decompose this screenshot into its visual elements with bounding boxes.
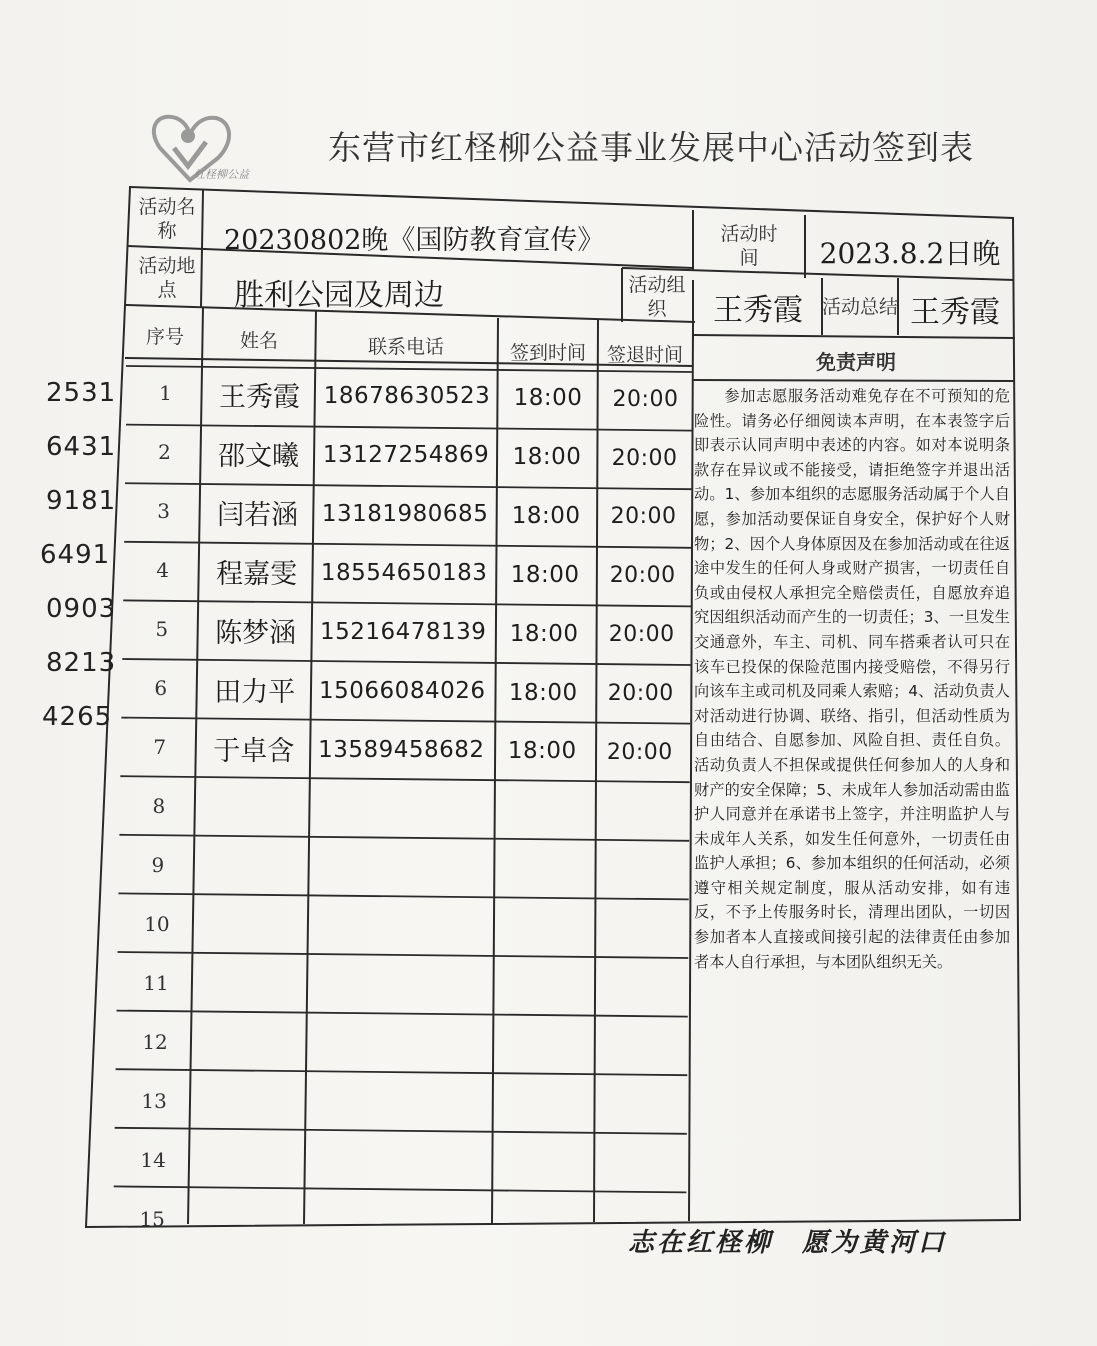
margin-number: 2531 xyxy=(46,378,117,408)
row-signout xyxy=(589,1076,680,1135)
row-seq: 2 xyxy=(158,440,171,465)
row-phone: 13589458682 xyxy=(318,736,485,763)
row-signout: 20:00 xyxy=(606,739,673,765)
row-phone xyxy=(307,1074,485,1133)
row-signin xyxy=(489,1076,585,1135)
row-phone: 18554650183 xyxy=(320,560,488,587)
footer-slogan: 志在红柽柳 愿为黄河口 xyxy=(628,1228,948,1258)
row-seq: 3 xyxy=(157,499,170,524)
row-seq: 8 xyxy=(152,793,166,818)
row-signin xyxy=(491,958,587,1017)
row-seq: 7 xyxy=(153,734,167,759)
activity-time-value: 2023.8.2日晚 xyxy=(819,237,1001,270)
row-name xyxy=(193,1132,302,1191)
activity-summary-value: 王秀霞 xyxy=(910,295,1000,330)
row-phone xyxy=(311,780,489,839)
row-name xyxy=(196,955,305,1014)
row-phone xyxy=(305,1192,483,1251)
row-seq: 4 xyxy=(156,558,169,583)
margin-number: 0903 xyxy=(46,594,117,624)
row-phone xyxy=(310,839,488,898)
row-signout xyxy=(591,899,682,958)
row-name xyxy=(198,778,307,837)
margin-number: 6491 xyxy=(40,540,111,570)
row-phone: 15066084026 xyxy=(319,678,486,705)
row-name: 闫若涵 xyxy=(217,500,299,532)
page-title: 东营市红柽柳公益事业发展中心活动签到表 xyxy=(328,128,974,167)
row-signout xyxy=(590,1017,681,1076)
row-signout xyxy=(593,782,684,841)
col-seq-header: 序号 xyxy=(145,325,184,348)
row-name xyxy=(192,1191,301,1250)
activity-name-value: 20230802晚《国防教育宣传》 xyxy=(224,224,605,256)
row-phone: 18678630523 xyxy=(323,383,491,410)
row-signin xyxy=(493,781,589,840)
row-signout: 20:00 xyxy=(608,621,675,647)
row-seq: 10 xyxy=(144,911,170,936)
activity-org-label: 活动组织 xyxy=(628,274,686,320)
row-signin: 18:00 xyxy=(508,679,578,706)
col-name-header: 姓名 xyxy=(239,329,278,352)
row-phone: 13127254869 xyxy=(322,442,490,469)
row-signout: 20:00 xyxy=(610,504,677,530)
activity-summary-label: 活动总结 xyxy=(822,296,899,318)
row-name: 邵文曦 xyxy=(218,441,300,473)
row-seq: 13 xyxy=(141,1088,167,1113)
row-name xyxy=(196,896,305,955)
row-signin: 18:00 xyxy=(510,561,580,588)
row-seq: 1 xyxy=(159,381,172,406)
row-signin: 18:00 xyxy=(512,443,582,470)
row-phone xyxy=(309,898,487,957)
row-signout: 20:00 xyxy=(609,563,676,589)
row-signout: 20:00 xyxy=(612,386,679,412)
row-signout: 20:00 xyxy=(611,445,678,471)
row-phone xyxy=(308,1015,486,1074)
row-signin xyxy=(488,1135,584,1194)
row-seq: 6 xyxy=(154,676,168,701)
col-signin-header: 签到时间 xyxy=(509,341,586,364)
row-signin xyxy=(490,1017,586,1076)
row-name xyxy=(195,1014,304,1073)
row-phone xyxy=(309,957,487,1016)
row-name: 田力平 xyxy=(214,677,296,709)
activity-place-label: 活动地点 xyxy=(138,255,196,301)
row-seq: 15 xyxy=(139,1206,165,1231)
disclaimer-text: 参加志愿服务活动难免存在不可预知的危险性。请务必仔细阅读本声明，在本表签字后即表示认同声明中表述的内容。如对本说明条款存在异议或不能接受，请拒绝签字并退出活动。1、参加本组织的志愿服务活动属于个人自愿，参加活动要保证自身安全，保护好个人财物；2、因个人身体原因及在参加活动或在往返途中发生的任何人身或财产损害，一切责任自负或由侵权人承担完全赔偿责任，自愿放弃追究因组织活动而产生的一切责任；3、一旦发生交通意外，车主、司机、同车搭乘者认可只在该车已投保的保险范围内接受赔偿，不得另行向该车主或司机及同乘人索赔；4、活动负责人对活动进行协调、联络、指引，但活动性质为自由结合、自愿参加、风险自担、责任自负。活动负责人不担保或提供任何参加人的人身和财产的安全保障；5、未成年人参加活动需由监护人同意并在承诺书上签字，并注明监护人与未成年人关系，如发生任何意外，一切责任由监护人承担；6、参加本组织的任何活动，必须遵守相关规定制度，服从活动安排，如有违反，不予上传服务时长，清理出团队，一切因参加者本人直接或间接引起的法律责任由参加者本人自行承担，与本团队组织无关。 xyxy=(694,387,1010,971)
row-signin: 18:00 xyxy=(513,384,583,411)
row-signout xyxy=(588,1134,679,1193)
row-phone xyxy=(306,1133,484,1192)
row-seq: 11 xyxy=(143,970,169,995)
svg-text:红柽柳公益: 红柽柳公益 xyxy=(194,168,249,181)
row-signout xyxy=(592,840,683,899)
row-phone: 15216478139 xyxy=(319,619,487,646)
row-name xyxy=(197,837,306,896)
row-signin: 18:00 xyxy=(507,738,577,765)
row-signin: 18:00 xyxy=(511,502,581,529)
row-name: 王秀霞 xyxy=(219,382,300,414)
row-name xyxy=(194,1073,303,1132)
row-seq: 14 xyxy=(140,1147,166,1172)
col-phone-header: 联系电话 xyxy=(367,335,444,358)
row-name: 程嘉雯 xyxy=(216,559,298,591)
row-phone: 13181980685 xyxy=(321,501,489,528)
row-signout xyxy=(591,958,682,1017)
disclaimer-title: 免责声明 xyxy=(816,349,896,374)
row-signin xyxy=(487,1194,583,1253)
row-signin xyxy=(492,840,588,899)
col-signout-header: 签退时间 xyxy=(606,343,683,366)
activity-name-label: 活动名称 xyxy=(138,196,196,242)
activity-place-value: 胜利公园及周边 xyxy=(234,278,444,313)
row-signout: 20:00 xyxy=(607,680,674,706)
margin-number: 6431 xyxy=(46,432,117,462)
row-signin: 18:00 xyxy=(509,620,579,647)
activity-org-value: 王秀霞 xyxy=(713,293,803,328)
margin-number: 8213 xyxy=(46,648,117,678)
activity-time-label: 活动时间 xyxy=(720,223,778,269)
row-seq: 12 xyxy=(142,1029,168,1054)
margin-number: 4265 xyxy=(42,702,113,732)
row-seq: 9 xyxy=(151,852,165,877)
margin-number: 9181 xyxy=(46,486,117,516)
row-name: 于卓含 xyxy=(213,735,295,767)
row-name: 陈梦涵 xyxy=(215,618,297,650)
row-signin xyxy=(491,899,587,958)
row-seq: 5 xyxy=(155,617,169,642)
